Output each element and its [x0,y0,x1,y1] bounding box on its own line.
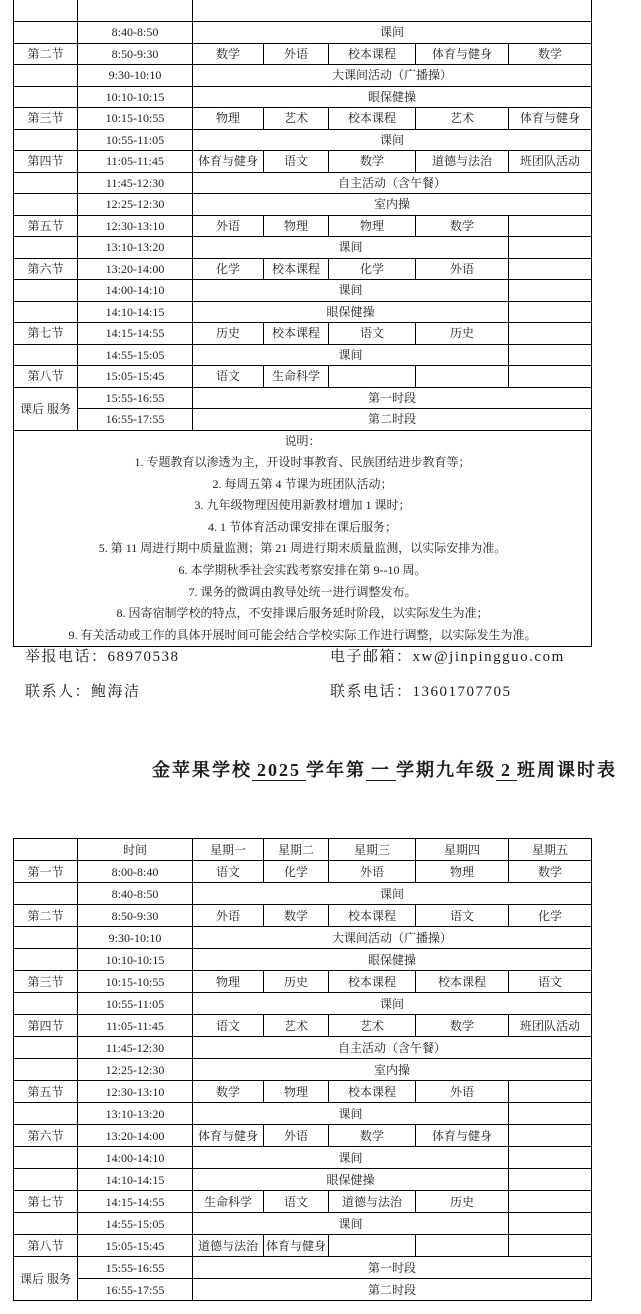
section-cell [14,86,78,108]
subject-cell: 体育与健身 [509,108,592,130]
subject-cell [509,237,592,259]
subject-cell: 数学 [509,861,592,883]
time-cell: 8:50-9:30 [78,905,193,927]
section-cell [14,927,78,949]
timetable-row [14,883,592,905]
break-cell: 室内操 [193,194,592,216]
break-cell: 自主活动（含午餐） [193,172,592,194]
time-cell: 14:10-14:15 [78,1169,193,1191]
section-cell [14,1037,78,1059]
timetable-row [14,65,592,87]
time-cell: 8:40-8:50 [78,883,193,905]
note-item: 8. 因寄宿制学校的特点，不安排课后服务延时阶段，以实际发生为准； [116,606,489,621]
break-cell: 眼保健操 [193,86,592,108]
subject-cell: 历史 [193,323,264,345]
subject-cell: 历史 [416,1191,509,1213]
subject-cell: 数学 [416,215,509,237]
time-cell: 15:55-16:55 [78,387,193,409]
subject-cell: 校本课程 [264,323,329,345]
title-segment: 金苹果学校 [152,760,252,780]
time-cell: 8:50-9:30 [78,43,193,65]
subject-cell: 语文 [264,1191,329,1213]
subject-cell: 数学 [193,43,264,65]
time-cell: 12:30-13:10 [78,1081,193,1103]
subject-cell: 体育与健身 [193,151,264,173]
subject-cell: 数学 [416,1015,509,1037]
title-underlined-term: 一 [366,760,396,781]
time-cell: 12:25-12:30 [78,194,193,216]
subject-cell: 数学 [329,151,416,173]
timetable-row [14,1191,592,1213]
section-cell: 第四节 [14,1015,78,1037]
section-cell: 第七节 [14,1191,78,1213]
title-segment: 学年第 [306,760,366,780]
timetable-row [14,280,592,302]
section-cell [14,280,78,302]
timetable-row [14,1169,592,1191]
cropped-cell [14,0,78,22]
time-cell: 10:55-11:05 [78,129,193,151]
break-cell: 眼保健操 [193,949,592,971]
time-cell: 10:10-10:15 [78,86,193,108]
timetable-row [14,993,592,1015]
subject-cell: 语文 [193,1015,264,1037]
subject-cell [416,366,509,388]
contact-line-1 [25,645,625,666]
day-header-cell: 星期五 [509,839,592,861]
timetable-row [14,344,592,366]
section-cell [14,1059,78,1081]
subject-cell: 道德与法治 [329,1191,416,1213]
note-item: 7. 课务的微调由教导处统一进行调整发布。 [188,584,417,599]
note-item: 6. 本学期秋季社会实践考察安排在第 9--10 周。 [178,563,427,578]
subject-cell [509,215,592,237]
subject-cell: 班团队活动 [509,151,592,173]
timetable-row [14,430,592,647]
break-cell: 课间 [193,22,592,44]
timetable-row [14,1037,592,1059]
timetable-row [14,129,592,151]
time-cell: 14:00-14:10 [78,280,193,302]
subject-cell [509,366,592,388]
time-cell: 11:45-12:30 [78,1037,193,1059]
timetable-row [14,861,592,883]
break-cell: 课间 [193,993,592,1015]
timetable-row [14,22,592,44]
time-cell: 8:00-8:40 [78,861,193,883]
subject-cell: 校本课程 [416,971,509,993]
break-cell: 大课间活动（广播操） [193,65,592,87]
subject-cell: 物理 [264,215,329,237]
subject-cell: 数学 [509,43,592,65]
section-cell: 课后 服务 [14,1257,78,1301]
subject-cell [329,366,416,388]
subject-cell: 生命科学 [264,366,329,388]
time-cell: 11:45-12:30 [78,172,193,194]
section-cell: 第一节 [14,861,78,883]
timetable-row [14,301,592,323]
time-cell: 11:05-11:45 [78,151,193,173]
time-cell: 14:15-14:55 [78,1191,193,1213]
subject-cell: 语文 [193,366,264,388]
section-cell: 第八节 [14,1235,78,1257]
subject-cell: 体育与健身 [264,1235,329,1257]
time-cell: 14:55-15:05 [78,344,193,366]
break-cell: 课间 [193,344,509,366]
subject-cell: 外语 [416,1081,509,1103]
timetable-row [14,1213,592,1235]
timetable-row [14,1125,592,1147]
timetable-row [14,151,592,173]
time-cell: 11:05-11:45 [78,1015,193,1037]
section-cell: 第七节 [14,323,78,345]
contact-person-value: 鲍海洁 [91,684,141,700]
subject-cell: 数学 [329,1125,416,1147]
timetable-row [14,927,592,949]
subject-cell [509,280,592,302]
subject-cell: 体育与健身 [416,43,509,65]
report-phone-value: 68970538 [107,649,180,665]
timetable-row [14,1103,592,1125]
section-cell [14,237,78,259]
subject-cell: 体育与健身 [416,1125,509,1147]
time-cell: 10:15-10:55 [78,971,193,993]
time-cell: 9:30-10:10 [78,927,193,949]
subject-cell: 语文 [509,971,592,993]
time-cell: 13:10-13:20 [78,237,193,259]
contact-person-label: 联系人： [25,684,92,700]
note-item: 1. 专题教育以渗透为主，开设时事教育、民族团结进步教育等； [134,455,471,470]
break-cell: 大课间活动（广播操） [193,927,592,949]
break-cell: 第一时段 [193,1257,592,1279]
title-segment: 班周课时表 [517,760,617,780]
cropped-cell [78,0,193,22]
time-cell: 12:30-13:10 [78,215,193,237]
break-cell: 眼保健操 [193,301,509,323]
subject-cell: 外语 [193,215,264,237]
subject-cell [509,1147,592,1169]
time-cell: 10:10-10:15 [78,949,193,971]
subject-cell: 艺术 [416,108,509,130]
subject-cell [416,1235,509,1257]
timetable-row [14,1235,592,1257]
contact-phone [330,680,512,701]
subject-cell [509,258,592,280]
subject-cell: 道德与法治 [416,151,509,173]
section-cell: 第六节 [14,258,78,280]
section-cell [14,1213,78,1235]
time-cell: 14:15-14:55 [78,323,193,345]
subject-cell: 艺术 [264,1015,329,1037]
section-cell [14,129,78,151]
day-header-cell: 星期二 [264,839,329,861]
subject-cell: 班团队活动 [509,1015,592,1037]
title-underlined-class: 2 [496,760,517,781]
email [330,645,565,666]
section-cell [14,1147,78,1169]
subject-cell: 历史 [416,323,509,345]
subject-cell: 物理 [193,108,264,130]
subject-cell: 校本课程 [329,43,416,65]
section-cell [14,301,78,323]
notes-heading: 说明： [284,433,321,448]
time-cell: 12:25-12:30 [78,1059,193,1081]
time-header-cell: 时间 [78,839,193,861]
contact-person [25,684,141,700]
timetable-row [14,1147,592,1169]
break-cell: 第二时段 [193,1279,592,1301]
day-header-cell: 星期四 [416,839,509,861]
subject-cell [509,1125,592,1147]
section-cell: 第二节 [14,905,78,927]
section-cell [14,172,78,194]
time-cell: 13:20-14:00 [78,258,193,280]
timetable-row [14,215,592,237]
timetable-row [14,839,592,861]
cropped-cell [193,0,592,22]
subject-cell: 生命科学 [193,1191,264,1213]
day-header-cell: 星期三 [329,839,416,861]
title-segment: 学期九年级 [396,760,496,780]
time-cell: 9:30-10:10 [78,65,193,87]
break-cell: 第二时段 [193,409,592,431]
break-cell: 课间 [193,883,592,905]
time-cell: 16:55-17:55 [78,1279,193,1301]
subject-cell [509,344,592,366]
subject-cell: 物理 [193,971,264,993]
section-cell [14,883,78,905]
subject-cell: 体育与健身 [193,1125,264,1147]
subject-cell: 语文 [193,861,264,883]
subject-cell [509,1213,592,1235]
timetable-row [14,366,592,388]
section-cell: 第八节 [14,366,78,388]
subject-cell: 物理 [264,1081,329,1103]
subject-cell: 化学 [264,861,329,883]
section-cell [14,22,78,44]
subject-cell: 道德与法治 [193,1235,264,1257]
subject-cell: 语文 [264,151,329,173]
time-cell: 15:05-15:45 [78,366,193,388]
notes-cell [14,430,592,647]
subject-cell: 外语 [264,43,329,65]
subject-cell: 校本课程 [264,258,329,280]
time-cell: 8:40-8:50 [78,22,193,44]
subject-cell: 历史 [264,971,329,993]
timetable-row [14,0,592,22]
page-title [152,756,617,782]
time-cell: 14:00-14:10 [78,1147,193,1169]
time-cell: 15:55-16:55 [78,1257,193,1279]
time-cell: 16:55-17:55 [78,409,193,431]
timetable-row [14,323,592,345]
break-cell: 第一时段 [193,387,592,409]
subject-cell [509,1081,592,1103]
timetable-row [14,949,592,971]
timetable-row [14,43,592,65]
timetable-class2 [13,838,592,1301]
timetable-row [14,387,592,409]
timetable-row [14,1081,592,1103]
section-cell [14,993,78,1015]
section-cell: 第二节 [14,43,78,65]
section-cell: 第三节 [14,971,78,993]
subject-cell [329,1235,416,1257]
timetable-row [14,1015,592,1037]
timetable-class1-body [14,0,592,647]
email-label: 电子邮箱： [330,649,413,665]
subject-cell [509,1103,592,1125]
time-cell: 10:15-10:55 [78,108,193,130]
subject-cell: 外语 [329,861,416,883]
subject-cell [509,1235,592,1257]
time-cell: 14:10-14:15 [78,301,193,323]
section-cell [14,65,78,87]
subject-cell: 数学 [193,1081,264,1103]
time-cell: 13:20-14:00 [78,1125,193,1147]
time-cell: 13:10-13:20 [78,1103,193,1125]
subject-cell: 外语 [264,1125,329,1147]
note-item: 4. 1 节体育活动课安排在课后服务； [208,519,398,534]
timetable-row [14,409,592,431]
subject-cell [509,323,592,345]
day-header-cell: 星期一 [193,839,264,861]
report-phone-label: 举报电话： [25,649,108,665]
timetable-row [14,86,592,108]
subject-cell: 外语 [193,905,264,927]
subject-cell: 化学 [509,905,592,927]
break-cell: 室内操 [193,1059,592,1081]
time-cell: 14:55-15:05 [78,1213,193,1235]
contact-line-2 [25,680,625,701]
subject-cell: 数学 [264,905,329,927]
corner-cell [14,839,78,861]
note-item: 5. 第 11 周进行期中质量监测；第 21 周进行期末质量监测，以实际安排为准。 [98,541,507,556]
section-cell: 课后 服务 [14,387,78,430]
contact-phone-value: 13601707705 [412,684,512,700]
break-cell: 课间 [193,1213,509,1235]
break-cell: 课间 [193,1147,509,1169]
timetable-row [14,1059,592,1081]
break-cell: 课间 [193,237,509,259]
timetable-row [14,1257,592,1279]
subject-cell: 艺术 [264,108,329,130]
subject-cell: 化学 [193,258,264,280]
section-cell [14,194,78,216]
timetable-row [14,971,592,993]
section-cell [14,1103,78,1125]
timetable-row [14,194,592,216]
time-cell: 15:05-15:45 [78,1235,193,1257]
section-cell: 第五节 [14,215,78,237]
section-cell: 第四节 [14,151,78,173]
timetable-row [14,905,592,927]
timetable-class2-body [14,839,592,1301]
subject-cell: 校本课程 [329,108,416,130]
timetable-row [14,237,592,259]
break-cell: 课间 [193,129,592,151]
subject-cell [509,301,592,323]
timetable-row [14,172,592,194]
subject-cell: 艺术 [329,1015,416,1037]
note-item: 2. 每周五第 4 节课为班团队活动； [212,476,393,491]
email-value: xw@jinpingguo.com [412,649,565,665]
subject-cell: 语文 [416,905,509,927]
subject-cell: 校本课程 [329,1081,416,1103]
timetable-row [14,1279,592,1301]
report-phone [25,649,180,665]
time-cell: 10:55-11:05 [78,993,193,1015]
subject-cell: 化学 [329,258,416,280]
section-cell [14,344,78,366]
subject-cell [509,1191,592,1213]
subject-cell: 校本课程 [329,971,416,993]
note-item: 3. 九年级物理因使用新教材增加 1 课时； [194,498,411,513]
break-cell: 课间 [193,1103,509,1125]
section-cell [14,949,78,971]
section-cell: 第六节 [14,1125,78,1147]
subject-cell: 外语 [416,258,509,280]
section-cell: 第五节 [14,1081,78,1103]
timetable-row [14,258,592,280]
subject-cell: 校本课程 [329,905,416,927]
timetable-row [14,108,592,130]
break-cell: 自主活动（含午餐） [193,1037,592,1059]
contact-phone-label: 联系电话： [330,684,413,700]
break-cell: 课间 [193,280,509,302]
timetable-class1 [13,0,592,647]
section-cell: 第三节 [14,108,78,130]
subject-cell [509,1169,592,1191]
subject-cell: 物理 [329,215,416,237]
title-underlined-year: 2025 [252,760,306,781]
break-cell: 眼保健操 [193,1169,509,1191]
subject-cell: 物理 [416,861,509,883]
subject-cell: 语文 [329,323,416,345]
section-cell [14,1169,78,1191]
note-item: 9. 有关活动或工作的具体开展时间可能会结合学校实际工作进行调整，以实际发生为准。 [68,627,537,642]
